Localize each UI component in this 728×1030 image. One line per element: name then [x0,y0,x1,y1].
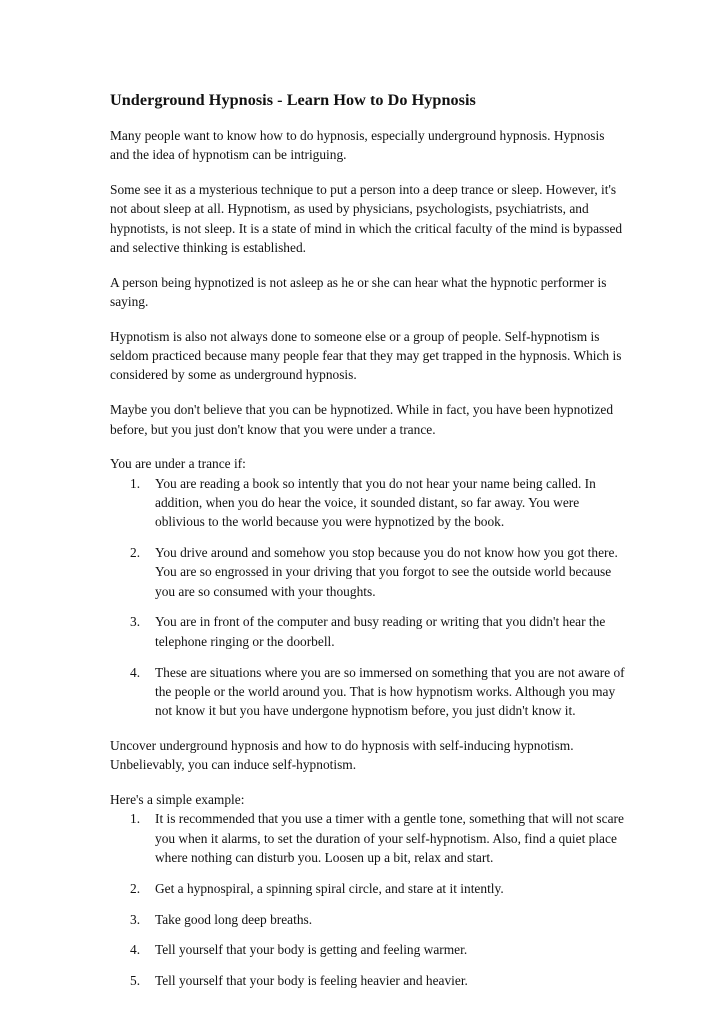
list-item-number: 5. [130,973,141,989]
paragraph: Maybe you don't believe that you can be hypnotized. While in fact, you have been hypnotized before, but you just don't know that you were under a trance. [110,402,614,437]
list-item-number: 4. [130,664,141,680]
list-item [110,474,625,532]
list-item [110,809,625,867]
list-item-text: Tell yourself that your body is feeling heavier and heavier. [155,973,468,989]
list-intro: You are under a trance if: [110,456,246,472]
paragraph: Uncover underground hypnosis and how to do hypnosis with self-inducing hypnotism. Unbelievably, you can induce self-hypnotism. [110,737,574,773]
list-intro: Here's a simple example: [110,792,245,808]
list-item-number: 2. [130,545,141,561]
list-item [110,971,625,990]
list-item [110,910,625,929]
list-item-number: 3. [130,614,141,630]
list-item-text: Tell yourself that your body is getting and feeling warmer. [155,942,468,958]
list-item-text: These are situations where you are so immersed on something that you are not aware of the people or the world around you. That is how hypnotism works. Although you may not know it but you have undergone hypnotism before, you just didn't know it. [155,664,625,719]
paragraph: A person being hypnotized is not asleep as he or she can hear what the hypnotic performer is saying. [110,274,607,310]
list-item-text: Take good long deep breaths. [155,911,313,927]
list-item-number: 2. [130,880,141,896]
list-item [110,879,625,898]
list-item-number: 4. [130,942,141,958]
list-item-text: It is recommended that you use a timer with a gentle tone, something that will not scare you when it alarms, to set the duration of your self-hypnotism. Also, find a quiet place where nothing can disturb you. Loosen up a bit, relax and start. [155,811,624,865]
list-item-number: 3. [130,911,141,927]
document-title: Underground Hypnosis - Learn How to Do Hypnosis [110,91,476,109]
numbered-list [110,474,625,721]
document-page [110,90,625,1006]
paragraph: Many people want to know how to do hypnosis, especially underground hypnosis. Hypnosis and the idea of hypnotism can be intriguing. [110,128,605,163]
list-item [110,663,625,721]
list-item [110,612,625,651]
list-item-number: 1. [130,811,141,827]
list-item-text: You drive around and somehow you stop because you do not know how you got there. You are so engrossed in your driving that you forgot to see the outside world because you are so consumed with your thoughts. [155,545,618,599]
list-item-text: Get a hypnospiral, a spinning spiral circle, and stare at it intently. [155,880,504,896]
list-item [110,543,625,601]
list-item-text: You are reading a book so intently that you do not hear your name being called. In addition, when you do hear the voice, it sounded distant, so far away. You were oblivious to the world because you were hypnotized by the book. [155,475,596,530]
list-item [110,940,625,959]
numbered-list [110,809,625,990]
paragraph: Some see it as a mysterious technique to put a person into a deep trance or sleep. However, it's not about sleep at all. Hypnotism, as used by physicians, psychologists, psychiatrists, and hypnotists, is not sleep. It is a state of mind in which the critical faculty of the mind is bypassed and selective thinking is established. [110,182,623,255]
paragraph: Hypnotism is also not always done to someone else or a group of people. Self-hypnotism is seldom practiced because many people fear that they may get trapped in the hypnosis. Which is considered by some as underground hypnosis. [110,328,622,383]
list-item-text: You are in front of the computer and busy reading or writing that you didn't hear the telephone ringing or the doorbell. [155,614,606,649]
list-item-number: 1. [130,475,141,491]
